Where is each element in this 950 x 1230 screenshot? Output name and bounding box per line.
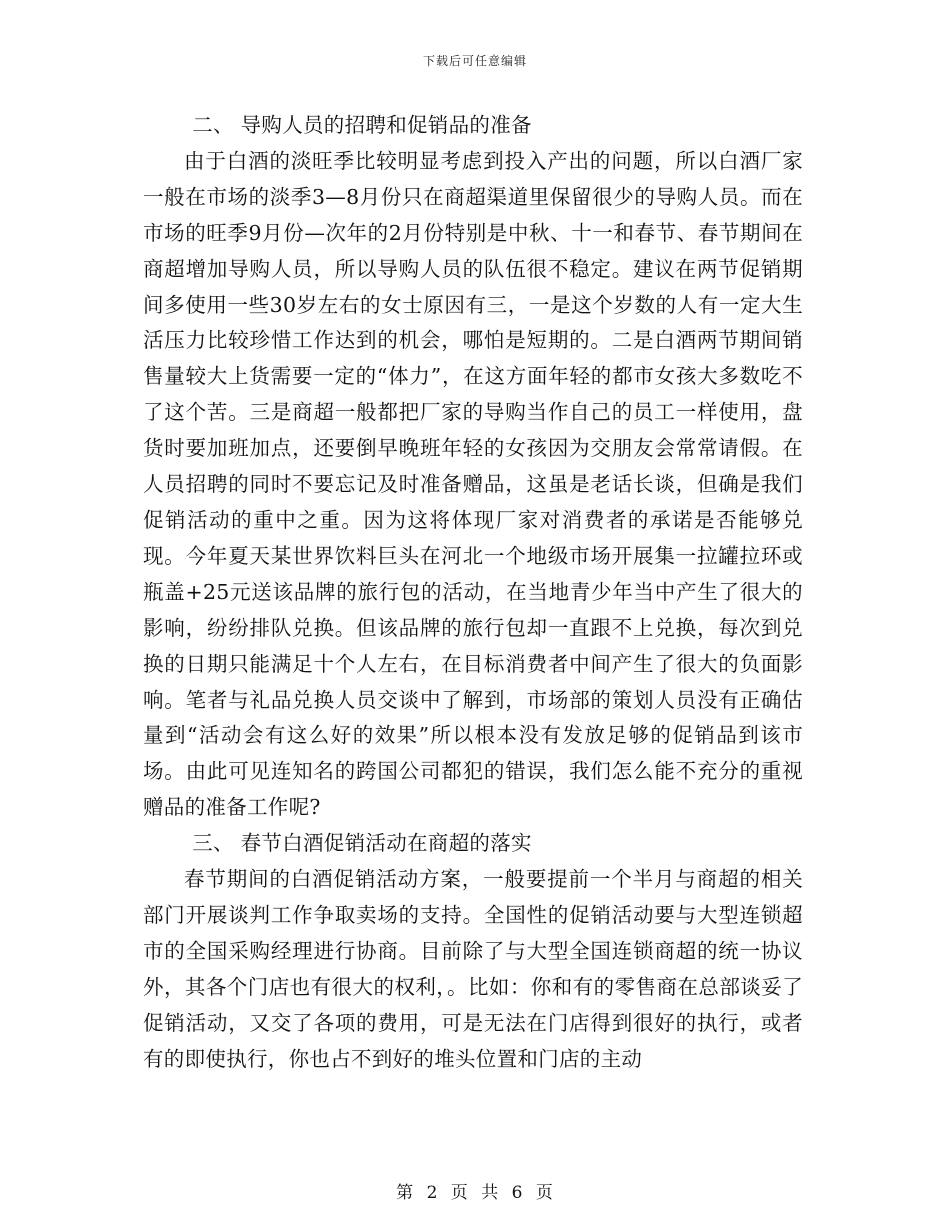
section-paragraph-2: 由于白酒的淡旺季比较明显考虑到投入产出的问题，所以白酒厂家一般在市场的淡季3—8月份只在商超渠道里保留很少的导购人员。而在市场的旺季9月份—次年的2月份特别是中秋、十一和春节、春节期间在商超增加导购人员，所以导购人员的队伍很不稳定。建议在两节促销期间多使用一些30岁左右的女士原因有三，一是这个岁数的人有一定大生活压力比较珍惜工作达到的机会，哪怕是短期的。二是白酒两节期间销售量较大上货需要一定的“体力”，在这方面年轻的都市女孩大多数吃不了这个苦。三是商超一般都把厂家的导购当作自己的员工一样使用，盘货时要加班加点，还要倒早晚班年轻的女孩因为交朋友会常常请假。在人员招聘的同时不要忘记及时准备赠品，这虽是老话长谈，但确是我们促销活动的重中之重。因为这将体现厂家对消费者的承诺是否能够兑现。今年夏天某世界饮料巨头在河北一个地级市场开展集一拉罐拉环或瓶盖+25元送该品牌的旅行包的活动，在当地青少年当中产生了很大的影响，纷纷排队兑换。但该品牌的旅行包却一直跟不上兑换，每次到兑换的日期只能满足十个人左右，在目标消费者中间产生了很大的负面影响。笔者与礼品兑换人员交谈中了解到，市场部的策划人员没有正确估量到“活动会有这么好的效果”所以根本没有发放足够的促销品到该市场。由此可见连知名的跨国公司都犯的错误，我们怎么能不充分的重视赠品的准备工作呢? <box>143 148 803 820</box>
section-paragraph-3: 春节期间的白酒促销活动方案，一般要提前一个半月与商超的相关部门开展谈判工作争取卖场的支持。全国性的促销活动要与大型连锁超市的全国采购经理进行协商。目前除了与大型全国连锁商超的统一协议外，其各个门店也有很大的权利，。比如：你和有的零售商在总部谈妥了促销活动，又交了各项的费用，可是无法在门店得到很好的执行，或者有的即使执行，你也占不到好的堆头位置和门店的主动 <box>143 867 803 1071</box>
page-number: 第 2 页 共 6 页 <box>396 1183 554 1203</box>
section-heading-2: 二、 导购人员的招聘和促销品的准备 <box>192 113 532 137</box>
header-note: 下载后可任意编辑 <box>422 54 527 68</box>
document-body <box>143 108 803 1077</box>
section-heading-3: 三、 春节白酒促销活动在商超的落实 <box>192 831 532 856</box>
